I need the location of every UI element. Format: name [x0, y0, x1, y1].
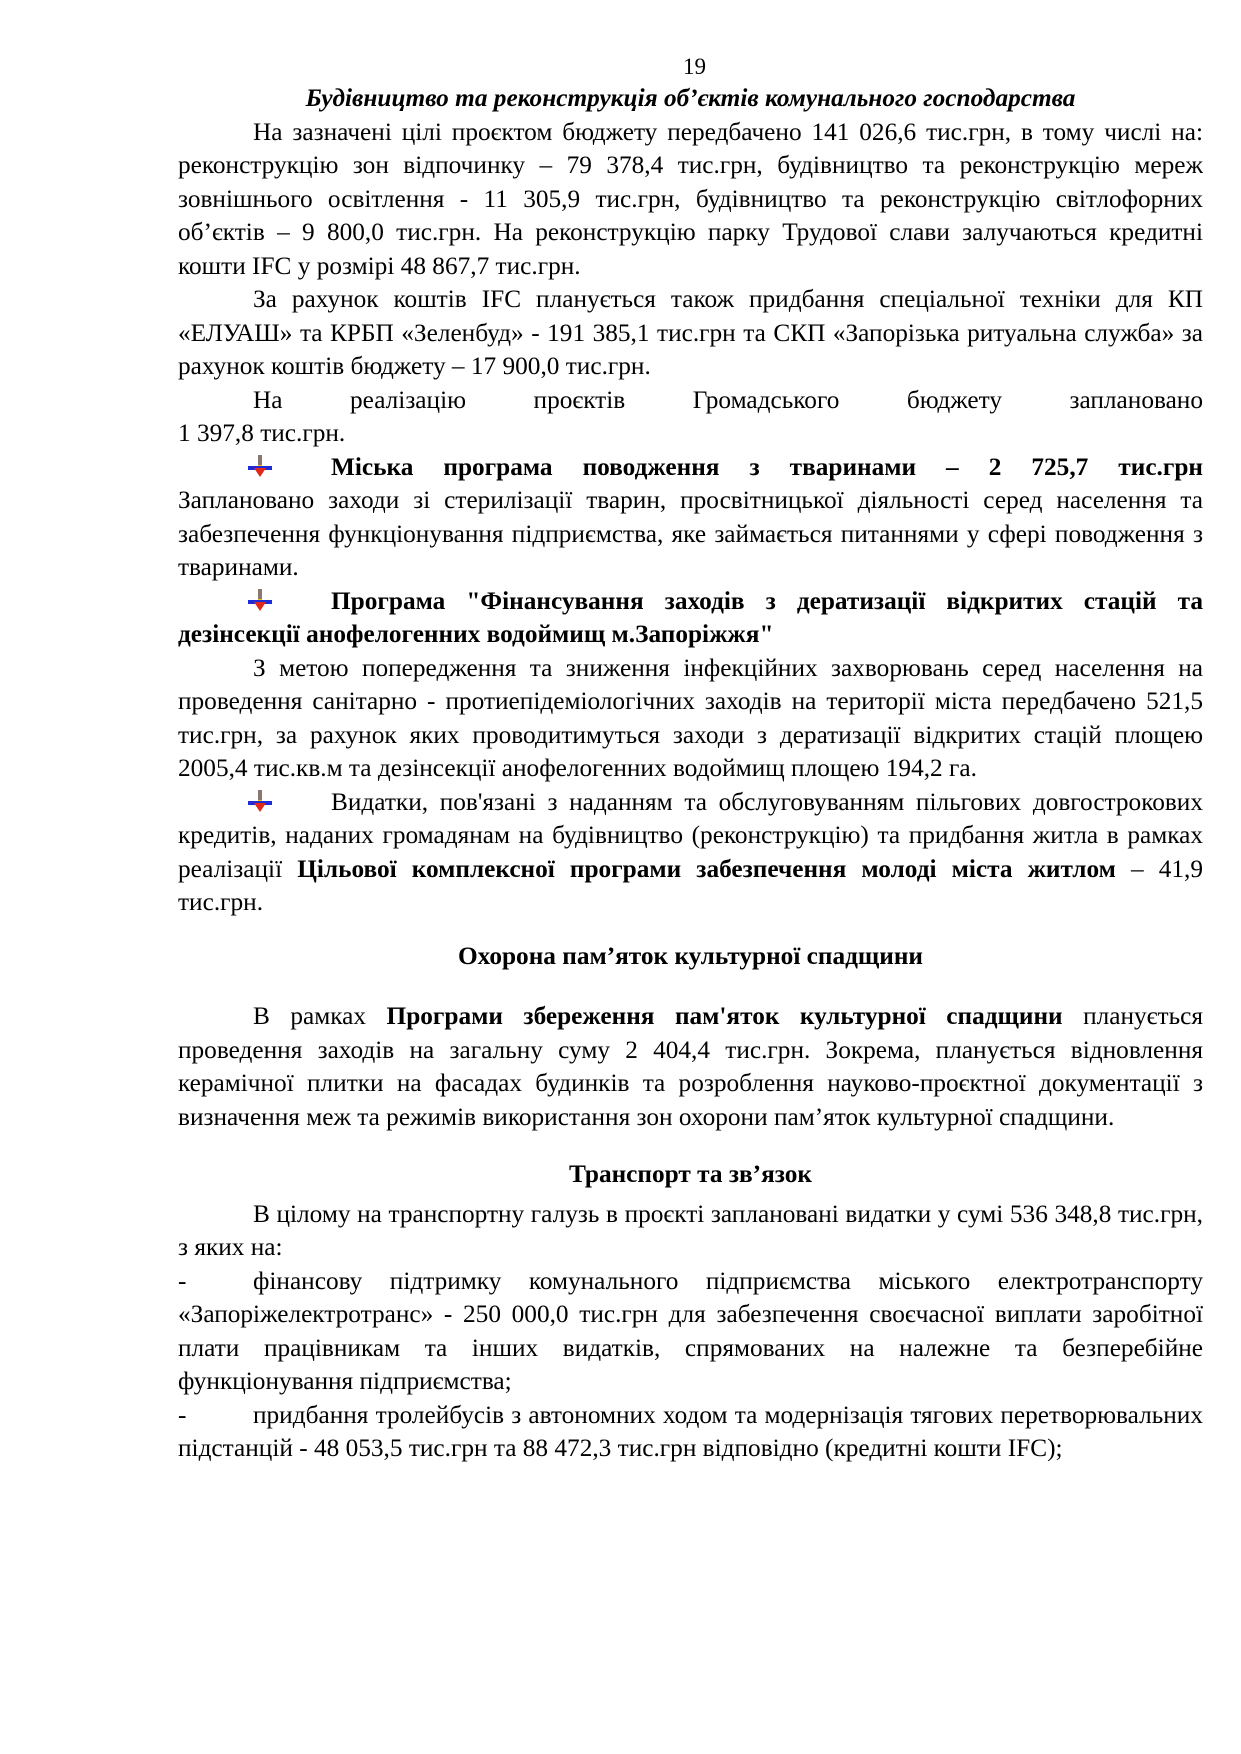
deratization-program-heading: Програма "Фінансування заходів з дератизації відкритих стацій та дезінсекції анофелогенних водоймищ м.Запоріжжя" [178, 586, 1203, 648]
transport-item-electrotransport [178, 1265, 1203, 1399]
heritage-text-before: В рамках [253, 1002, 367, 1030]
credits-text-before: Видатки, пов'язані з наданням та обслуговуванням пільгових довгострокових кредитів, наданих громадянам на будівництво (реконструкцію) та придбання житла в рамках реалізації [178, 787, 1203, 883]
dash-marker: - [178, 1266, 187, 1295]
arrow-cross-bullet-icon [248, 587, 272, 609]
paragraph-public-budget-line1: На реалізацію проєктів Громадського бюджету заплановано [253, 385, 1203, 414]
section-title-construction: Будівництво та реконструкція об’єктів комунального господарства [305, 84, 1076, 112]
page-number: 19 [683, 54, 706, 79]
arrow-cross-bullet-icon [248, 453, 272, 475]
credits-paragraph [178, 786, 1203, 920]
arrow-cross-bullet-icon [248, 788, 272, 810]
heritage-text-after: планується проведення заходів на загальну суму 2 404,4 тис.грн. Зокрема, планується відновлення керамічної плитки на фасадах будинків та розроблення науково-проєктної документації з визначення меж та режимів використання зон охорони пам’яток культурної спадщини. [178, 1002, 1203, 1131]
transport-intro: В цілому на транспортну галузь в проєкті заплановані видатки у сумі 536 348,8 тис.грн, з яких на: [178, 1199, 1203, 1261]
document-page [178, 52, 1203, 1466]
credits-program-name: Цільової комплексної програми забезпечення молоді міста житлом [297, 854, 1116, 883]
paragraph-ifc-equipment: За рахунок коштів IFC планується також придбання спеціальної техніки для КП «ЕЛУАШ» та КРБП «Зеленбуд» - 191 385,1 тис.грн та СКП «Запорізька ритуальна служба» за рахунок коштів бюджету – 17 900,0 тис.грн. [178, 285, 1203, 380]
transport-item-text: фінансову підтримку комунального підприємства міського електротранспорту «Запоріжелектротранс» - 250 000,0 тис.грн для забезпечення своєчасної виплати заробітної плати працівникам та інших видатків, спрямованих на належне та безперебійне функціонування підприємства; [178, 1266, 1203, 1395]
heritage-paragraph [178, 1000, 1203, 1134]
paragraph-construction-budget: На зазначені цілі проєктом бюджету передбачено 141 026,6 тис.грн, в тому числі на: реконструкцію зон відпочинку – 79 378,4 тис.грн, будівництво та реконструкцію мереж зовнішнього освітлення - 11 305,9 тис.грн, будівництво та реконструкцію світлофорних об’єктів – 9 800,0 тис.грн. На реконструкцію парку Трудової слави залучаються кредитні кошти IFC у розмірі 48 867,7 тис.грн. [178, 117, 1203, 280]
heritage-heading: Охорона пам’яток культурної спадщини [457, 941, 924, 970]
animals-program-text: Заплановано заходи зі стерилізації тварин, просвітницької діяльності серед населення та забезпечення функціонування підприємства, яке займається питаннями у сфері поводження з тваринами. [178, 486, 1203, 581]
dash-marker: - [178, 1400, 187, 1429]
transport-item-trolleybuses [178, 1399, 1203, 1466]
credits-text-after: – 41,9 тис.грн. [178, 854, 1204, 916]
deratization-program-text: З метою попередження та зниження інфекційних захворювань серед населення на проведення санітарно - протиепідеміологічних заходів на території міста передбачено 521,5 тис.грн, за рахунок яких проводитимуться заходи з дератизації відкритих стацій площею 2005,4 тис.кв.м та дезінсекції анофелогенних водоймищ площею 194,2 га. [178, 653, 1203, 782]
paragraph-public-budget-line2: 1 397,8 тис.грн. [178, 419, 346, 447]
deratization-program-heading-row [178, 585, 1203, 652]
animals-program-heading-row [178, 451, 1203, 485]
heritage-program-name: Програми збереження пам'яток культурної спадщини [386, 1002, 1063, 1030]
animals-program-heading: Міська програма поводження з тваринами – 2 725,7 тис.грн [331, 452, 1203, 481]
transport-heading: Транспорт та зв’язок [568, 1160, 813, 1188]
transport-item-text: придбання тролейбусів з автономних ходом та модернізація тягових перетворювальних підстанцій - 48 053,5 тис.грн та 88 472,3 тис.грн відповідно (кредитні кошти IFC); [178, 1400, 1203, 1462]
